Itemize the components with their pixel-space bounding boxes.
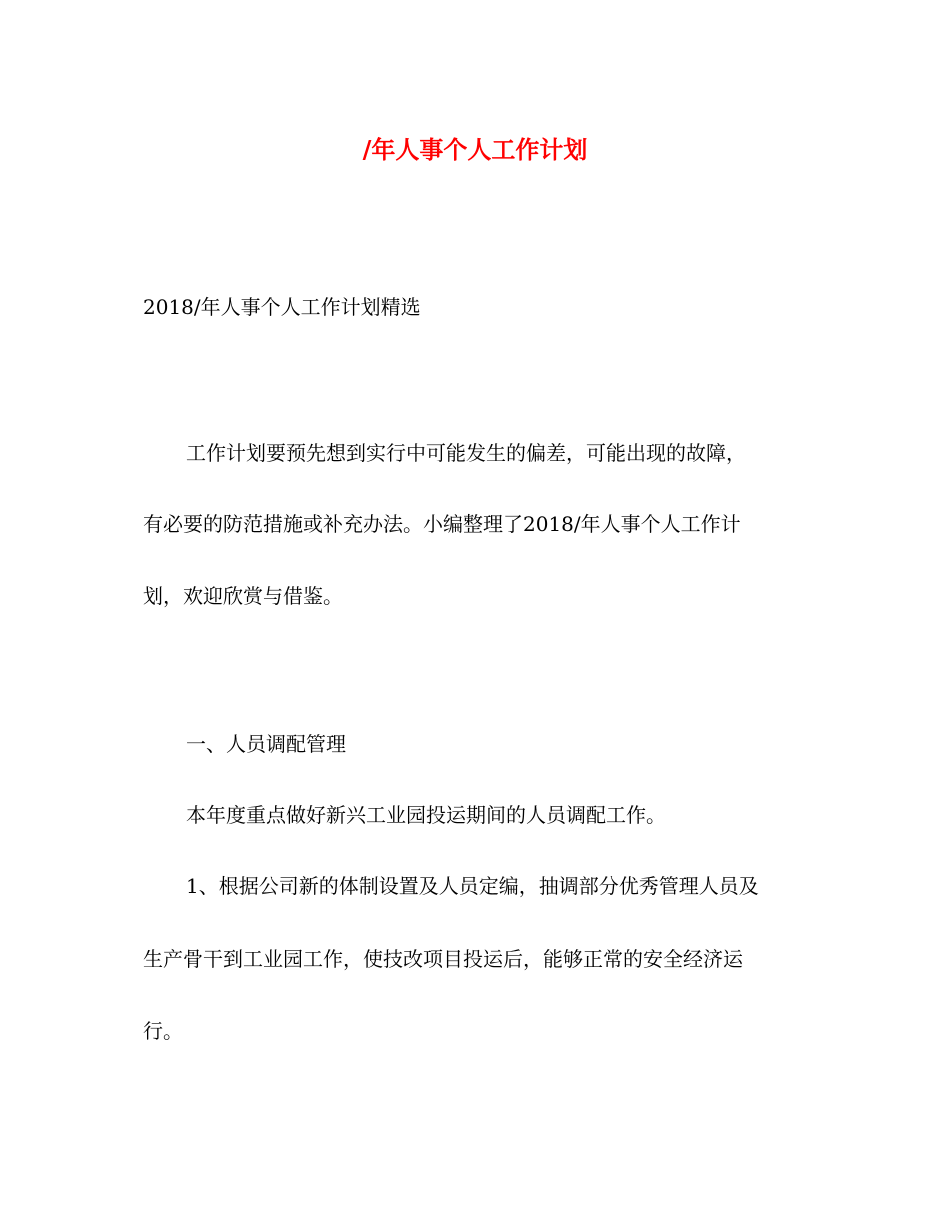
intro-line-1: 工作计划要预先想到实行中可能发生的偏差，可能出现的故障，	[186, 441, 746, 465]
document-title: /年人事个人工作计划	[362, 135, 588, 164]
item1-line-1: 1、根据公司新的体制设置及人员定编，抽调部分优秀管理人员及	[186, 874, 759, 898]
item1-line-2: 生产骨干到工业园工作，使技改项目投运后，能够正常的安全经济运	[143, 947, 743, 971]
intro-line-3: 划，欢迎欣赏与借鉴。	[143, 584, 343, 608]
section-paragraph: 本年度重点做好新兴工业园投运期间的人员调配工作。	[186, 803, 666, 827]
document-subtitle: 2018/年人事个人工作计划精选	[143, 295, 421, 319]
item1-line-3: 行。	[143, 1019, 183, 1043]
section-heading: 一、人员调配管理	[186, 732, 346, 756]
intro-line-2: 有必要的防范措施或补充办法。小编整理了2018/年人事个人工作计	[143, 512, 741, 536]
